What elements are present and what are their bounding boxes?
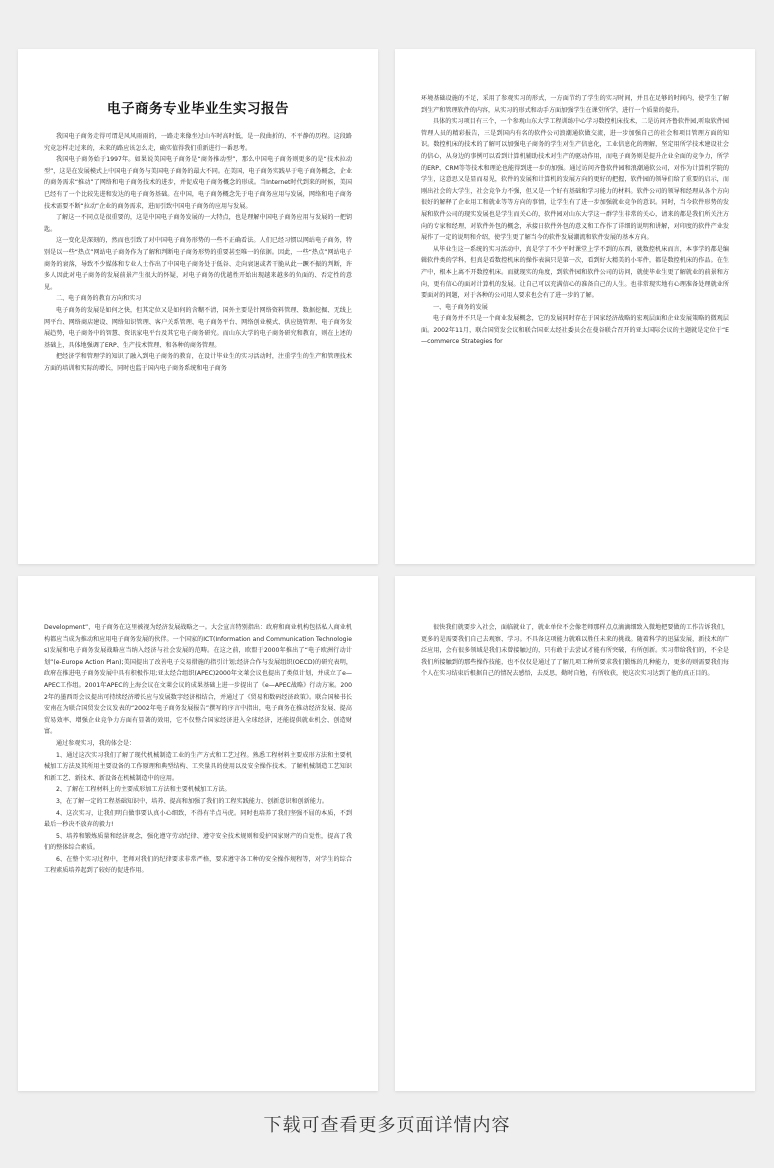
paragraph: Development”，电子商务在这里被视为经济发展战略之一。大会宣言特别指出：政府和商业机构包括私人商业机构都应当成为推动和应用电子商务发展的伙伴。一个国家的ICT(Information and Communication Technologies)发展和电子商务发展战略应当纳入经济与社会发展的范畴。在这之前，欧盟于2000年推出了“电子欧洲行动计划”(e-Europe Action Plan);美国提出了改善电子交易措施的指引计划;经济合作与发展组织(OECD)的研究表明，政府在推进电子商务发展中具有积极作用;亚太经合组织(APEC)2000年文莱会议也提出了类似计划，并成立了e—APEC工作组。2001年APEC的上海会议在文莱会议的成果基础上进一步提出了《e—APEC战略》行动方案。2002年的墨西哥会议提出可持续经济增长应与发展数字经济相结合，并通过了《贸易和数码经济政策》。联合国秘书长安南在为联合国贸发会议发表的“2002年电子商务发展报告”撰写的序言中指出，电子商务在推动经济发展、提高贸易效率、增强企业竞争力方面有显著的效用，它不仅整合国家经济进入全球经济，还能提供就业机会、创造财富。 [44,624,352,736]
document-page-4 [395,576,755,1091]
document-page-3 [18,576,378,1091]
list-item: 5、培养和锻炼质量和经济观念，强化遵守劳动纪律、遵守安全技术规则和爱护国家财产的自觉性，提高了我们的整体综合素质。 [44,832,352,852]
paragraph: 这一变化是深刻的，然而也引致了对中国电子商务形势的一些不正确看法。人们已经习惯以网站电子商务，特别是以一些“热点”网站电子商务作为了解和判断电子商务形势的重要甚至唯一的依据。因此，一些“热点”网站电子商务的衰落，导致不少媒体和专业人士作出了中国电子商务处于低谷、走向衰退或者干脆从此一蹶不振的判断，许多人因此对电子商务的发展前景产生很大的怀疑，对电子商务的优越性开始出现越来越多的负面的、否定性的意见。 [44,237,352,291]
list-item: 1、通过这次实习我们了解了现代机械制造工业的生产方式和工艺过程。熟悉工程材料主要成形方法和主要机械加工方法及其所用主要设备的工作原理和典型结构、工夹量具的使用以及安全操作技术。了解机械制造工艺知识和新工艺、新技术、新设备在机械制造中的应用。 [44,751,352,782]
paragraph: 环境基础设施的不足，采用了参观实习的形式，一方面节约了学生的实习时间，并且在足够的时间内，使学生了解到生产和管理软件的内容，从实习的形式和动手方面加强学生在课堂所学，进行一个质量的提升。 [421,95,729,114]
document-page-1 [18,49,378,564]
section-heading: 一、电子商务的发展 [433,303,488,311]
paragraph: 我国电子商务始于1997年。如果说美国电子商务是“商务推动型”，那么中国电子商务则更多的是“技术拉动型”，这是在发展模式上中国电子商务与美国电子商务的最大不同。在美国，电子商务实践早于电子商务概念，企业的商务需求“推动”了网络和电子商务技术的进步，并促成电子商务概念的形成。当Internet时代到来的时候，美国已经有了一个比较先进和发达的电子商务基础。在中国，电子商务概念先于电子商务应用与发展，网络和电子商务技术需要不断“拉动”企业的商务需求，进而引致中国电子商务的应用与发展。 [44,156,352,210]
paragraph: 电子商务并不只是一个商业发展概念，它的发展同时存在于国家经济战略的宏观层面和企业发展策略的微观层面。2002年11月，联合国贸发会议和联合国亚太经社委员会在曼谷联合召开的亚太国际会议的主题就是定位于“E—commerce Strategies for [421,315,729,346]
list-item: 2、了解在工程材料上的主要成形加工方法和主要机械加工方法。 [56,786,231,794]
paragraph: 我国电子商务走得可谓是风风雨雨的，一路走来像坐过山车时高时低，是一段曲折的、不平静的历程。这段路究竟怎样走过来的，未来的路应该怎么走，确实值得我们重新进行一番思考。 [44,133,352,152]
paragraph: 具体的实习项目有三个，一个参观山东大学工程训练中心学习数控机床技术，二是访问齐鲁软件园,听取软件园管理人员的精彩报告，三是到国内有名的软件公司浪潮通软做交流，进一步加强自己的社会和项目管理方面的知识。数控机床的技术的了解可以加强电子商务的学生对生产信息化，工业信息化的理解，坚定用所学技术建设社会的信心，从身边的事例可以看到计算机辅助技术对生产的驱动作用，而电子商务则是提升企业全面的竞争力，所学的ERP、CRM等等技术和理论也能得到进一步的加强。通过访问齐鲁软件园和浪潮通软公司，对作为计算机学院的学生，这意思又是显而易见，软件的发展和计算机的发展方向的更好的把握，软件园的领导们给了重要的启示，而刚出社会的大学生，社会竞争力不强，但又是一个好有基础和学习能力的材料。软件公司的领导和经理从各个方向很好的解释了企业用工和就业等等方向的事情，让学生有了进一步加强就业竞争的意识。同时，当今软件形势的发展和软件公司的现实发展也是学生而关心的，软件园对山东大学这一群学生非常的关心，请来的都是我们所关注方向的专家和经理，对软件外包的概念，承接日软件外包的意义和工作作了详细的说明和讲解，对印度的软件产业发展作了一定的说明和介绍，使学生更了解当今的软件发展潮流和软件发展的基本方向。 [421,118,729,242]
paragraph: 了解这一不同点是很重要的，这是中国电子商务发展的一大特点，也是理解中国电子商务应用与发展的一把钥匙。 [44,214,352,233]
paragraph: 很快我们就要步入社会，面临就业了，就业单位不会像老师那样点点滴滴细致入微地把要做的工作告诉我们，更多的是需要我们自己去观察、学习。不具备这项能力就难以胜任未来的挑战。随着科学的迅猛发展，新技术的广泛应用，会有很多领域是我们未曾接触过的，只有敢于去尝试才能有所突破，有所创新。实习带给我们的，不全是我们所接触到的那些操作技能，也不仅仅是通过了了解几项工种所要求我们锻炼的几种能力，更多的则需要我们每个人在实习结束后根据自己的情况去感悟，去反思，勤时自勉，有所收获，使这次实习达到了他的真正目的。 [421,624,729,678]
list-item: 4、这次实习，让我们明白做事要认真小心细致，不得有半点马虎。同时也培养了我们坚强不屈的本质，不到最后一秒决不放弃的毅力! [44,809,352,829]
paragraph: 把经济学和管理学的知识了融入到电子商务的教育，在设计毕业生的实习活动时，注重学生的生产和管理技术方面的培训和实际的增长，同时也监于国内电子商务系统和电子商务 [44,353,352,372]
paragraph: 通过参观实习，我的体会是： [56,739,136,747]
download-more-link[interactable]: 下载可查看更多页面详情内容 [263,1115,511,1136]
report-title: 电子商务专业毕业生实习报告 [107,101,289,117]
document-page-2 [395,49,755,564]
section-heading: 二、电子商务的教育方向和实习 [56,295,142,303]
list-item: 3，在了解一定的工程基础知识中，培养、提高和加强了我们的工程实践能力、创新意识和创新能力。 [56,797,329,805]
paragraph: 从毕业生这一系统的实习活动中，真是学了不少平时课堂上学不到的东西，就数控机床而言，本事学的都是编辑软件类的学科，但真是看数控机床的操作表演只是第一次，看到好大精美的小零件，都是数控机床的作品。在生产中，根本上离不开数控机床。而就现实的角度，到软件园和软件公司的访问，就使毕业生更了解就业的前景和方向，更有信心的面对计算机的发展。让自己可以充满信心的准备自己的人生。也非常现实地有心理准备处理就业所要面对的问题，对于各种的公司用人要求也会有了进一步的了解。 [421,245,729,300]
list-item: 6、在整个实习过程中，老师对我们的纪律要求非常严格，要求遵守各工种的安全操作规程等，对学生的综合工程素质培养起到了较好的促进作用。 [44,855,352,875]
paragraph: 电子商务的发展是如何之快，但其定位又是如何的含糊不清，国外主要是针网络资料管理、数据挖掘、无线上网平台、网络商店建设、网络知识管理、客户关系管理、电子商务平台、网络创业模式、供应链管理、电子商务发展趋势，电子商务中的智慧、资讯家电平台及其它电子商务研究。而山东大学的电子商务研究和教育，则在上述的基础上，具体地强调了ERP、生产技术管理、和各种的商务管理。 [44,306,352,349]
